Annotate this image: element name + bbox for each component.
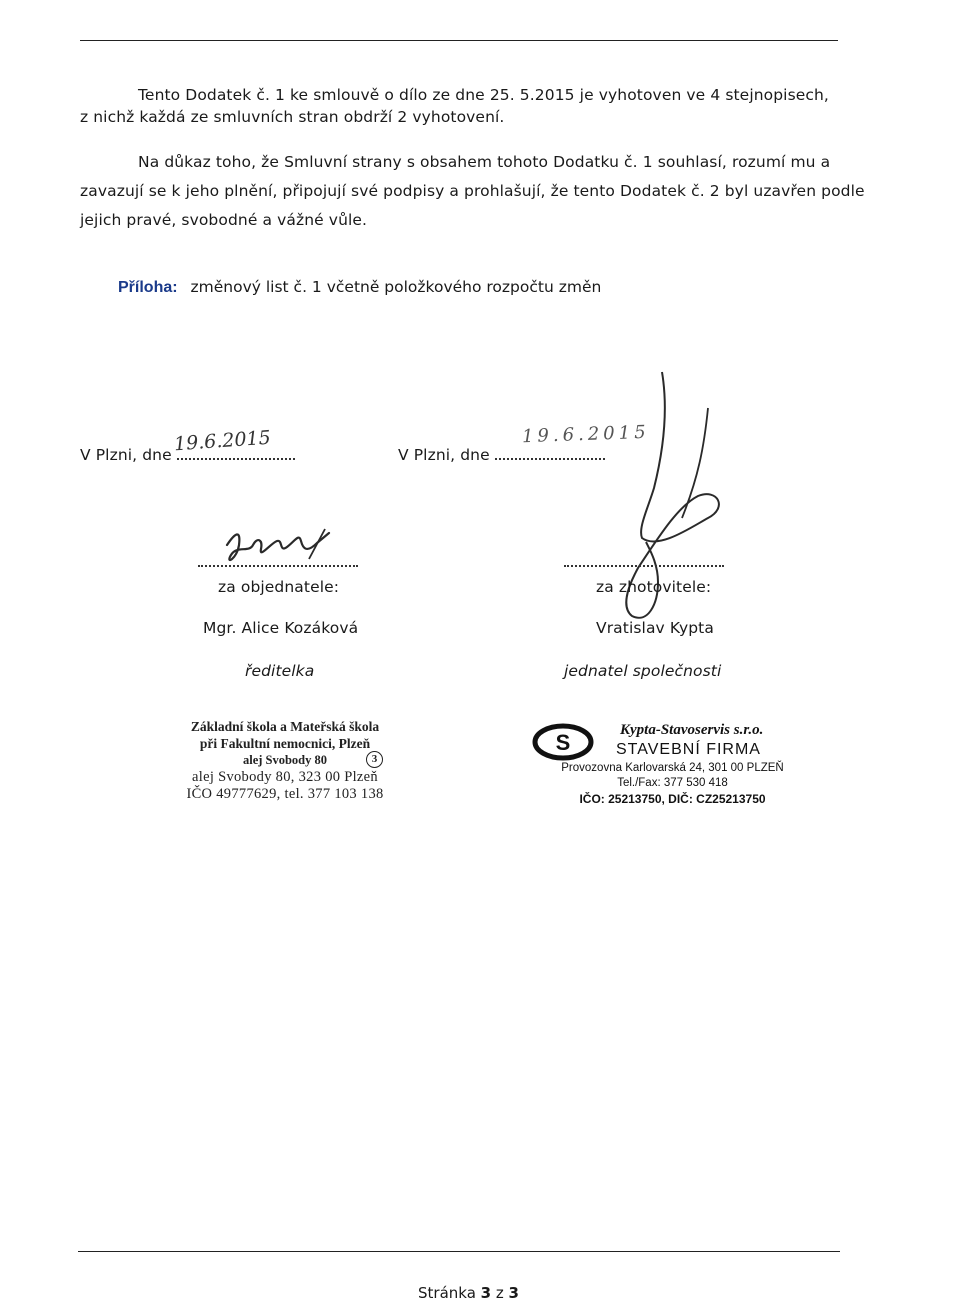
left-place-date-label: V Plzni, dne (80, 446, 172, 464)
left-stamp-line-3 (170, 752, 400, 769)
right-name: Vratislav Kypta (596, 619, 714, 637)
attachment-label: Příloha: (118, 279, 178, 296)
left-stamp-line-2: při Fakultní nemocnici, Plzeň (199, 736, 371, 751)
left-stamp-line-1: Základní škola a Mateřská škola (190, 719, 380, 734)
top-rule (80, 40, 838, 41)
right-stamp (530, 722, 815, 812)
bottom-rule (78, 1251, 840, 1252)
attachment-line (118, 278, 601, 297)
footer-total: 3 (508, 1284, 519, 1302)
left-title: ředitelka (245, 662, 315, 680)
right-date-dotted-line (495, 444, 605, 460)
left-stamp-line-5: IČO 49777629, tel. 377 103 138 (186, 786, 384, 802)
attachment-text: změnový list č. 1 včetně položkového rozpočtu změn (190, 278, 602, 296)
paragraph-2-line-3: jejich pravé, svobodné a vážné vůle. (80, 211, 368, 229)
footer-current: 3 (480, 1284, 492, 1302)
left-signature (205, 515, 345, 585)
paragraph-1-line-2: z nichž každá ze smluvních stran obdrží 2 vyhotovení. (80, 108, 505, 126)
right-place-date-label: V Plzni, dne (398, 446, 490, 464)
footer-prefix: Stránka (418, 1284, 476, 1302)
right-handwritten-date: 19.6.2015 (521, 421, 650, 448)
right-title: jednatel společnosti (564, 662, 722, 680)
right-signature-dotted-line (564, 565, 724, 567)
left-role: za objednatele: (218, 578, 340, 596)
right-stamp-company: Kypta-Stavoservis s.r.o. (620, 722, 764, 738)
left-stamp-short-address: alej Svobody 80 (242, 753, 328, 767)
left-handwritten-date: 19.6.2015 (173, 426, 272, 456)
paragraph-1-line-1: Tento Dodatek č. 1 ke smlouvě o dílo ze dne 25. 5.2015 je vyhotoven ve 4 stejnopisech, (138, 86, 829, 104)
right-role: za zhotovitele: (596, 578, 712, 596)
company-logo (530, 722, 596, 762)
left-stamp (170, 718, 400, 803)
right-stamp-phone: Tel./Fax: 377 530 418 (617, 777, 728, 789)
left-name: Mgr. Alice Kozáková (203, 619, 359, 637)
footer-of: z (495, 1284, 504, 1302)
left-stamp-number: 3 (366, 751, 383, 768)
svg-text:S: S (555, 730, 571, 755)
left-signature-dotted-line (198, 565, 358, 567)
right-place-date (398, 444, 605, 464)
right-stamp-address: Provozovna Karlovarská 24, 301 00 PLZEŇ (561, 762, 784, 774)
page-footer (418, 1284, 519, 1302)
paragraph-2-line-2: zavazují se k jeho plnění, připojují své podpisy a prohlašují, že tento Dodatek č. 2 byl uzavřen podle (80, 182, 865, 200)
left-stamp-line-4: alej Svobody 80, 323 00 Plzeň (192, 769, 378, 785)
right-stamp-subtitle: STAVEBNÍ FIRMA (616, 741, 761, 758)
right-stamp-ids: IČO: 25213750, DIČ: CZ25213750 (579, 792, 766, 806)
paragraph-2-line-1: Na důkaz toho, že Smluvní strany s obsahem tohoto Dodatku č. 1 souhlasí, rozumí mu a (138, 153, 831, 171)
